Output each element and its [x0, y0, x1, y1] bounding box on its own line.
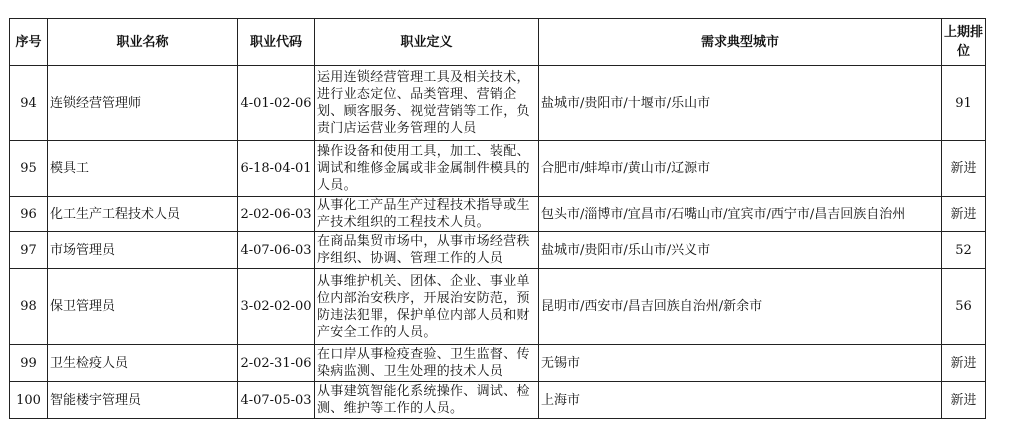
- table-row: [10, 269, 986, 345]
- cell-seq: 99: [10, 345, 48, 382]
- header-seq: 序号: [10, 19, 48, 66]
- header-prev-rank: 上期排位: [942, 19, 986, 66]
- cell-code: 4-01-02-06: [238, 66, 315, 141]
- table-row: [10, 345, 986, 382]
- cell-prev-rank: 新进: [942, 345, 986, 382]
- cell-code: 3-02-02-00: [238, 269, 315, 345]
- cell-prev-rank: 新进: [942, 141, 986, 197]
- cell-definition: 从事维护机关、团体、企业、事业单位内部治安秩序，开展治安防范，预防违法犯罪，保护单位内部人员和财产安全工作的人员。: [315, 269, 539, 345]
- cell-name: 市场管理员: [48, 232, 238, 269]
- cell-definition: 操作设备和使用工具，加工、装配、调试和维修金属或非金属制件模具的人员。: [315, 141, 539, 197]
- cell-seq: 100: [10, 382, 48, 419]
- cell-cities: 盐城市/贵阳市/十堰市/乐山市: [539, 66, 942, 141]
- cell-seq: 95: [10, 141, 48, 197]
- cell-name: 连锁经营管理师: [48, 66, 238, 141]
- cell-code: 4-07-05-03: [238, 382, 315, 419]
- table-row: [10, 232, 986, 269]
- cell-code: 6-18-04-01: [238, 141, 315, 197]
- cell-name: 保卫管理员: [48, 269, 238, 345]
- cell-cities: 上海市: [539, 382, 942, 419]
- cell-definition: 从事化工产品生产过程技术指导或生产技术组织的工程技术人员。: [315, 197, 539, 232]
- cell-seq: 96: [10, 197, 48, 232]
- cell-seq: 97: [10, 232, 48, 269]
- cell-seq: 98: [10, 269, 48, 345]
- table-row: [10, 382, 986, 419]
- cell-name: 化工生产工程技术人员: [48, 197, 238, 232]
- cell-cities: 盐城市/贵阳市/乐山市/兴义市: [539, 232, 942, 269]
- cell-cities: 包头市/淄博市/宜昌市/石嘴山市/宜宾市/西宁市/昌吉回族自治州: [539, 197, 942, 232]
- table-row: [10, 141, 986, 197]
- header-definition: 职业定义: [315, 19, 539, 66]
- cell-name: 智能楼宇管理员: [48, 382, 238, 419]
- cell-name: 模具工: [48, 141, 238, 197]
- cell-prev-rank: 56: [942, 269, 986, 345]
- occupation-table: [9, 18, 986, 419]
- cell-definition: 从事建筑智能化系统操作、调试、检测、维护等工作的人员。: [315, 382, 539, 419]
- cell-code: 2-02-06-03: [238, 197, 315, 232]
- table-header-row: [10, 19, 986, 66]
- cell-cities: 无锡市: [539, 345, 942, 382]
- cell-code: 2-02-31-06: [238, 345, 315, 382]
- cell-cities: 昆明市/西安市/昌吉回族自治州/新余市: [539, 269, 942, 345]
- cell-name: 卫生检疫人员: [48, 345, 238, 382]
- cell-definition: 在口岸从事检疫查验、卫生监督、传染病监测、卫生处理的技术人员: [315, 345, 539, 382]
- header-cities: 需求典型城市: [539, 19, 942, 66]
- cell-code: 4-07-06-03: [238, 232, 315, 269]
- cell-definition: 运用连锁经营管理工具及相关技术，进行业态定位、品类管理、营销企划、顾客服务、视觉营销等工作，负责门店运营业务管理的人员: [315, 66, 539, 141]
- table-row: [10, 197, 986, 232]
- table-row: [10, 66, 986, 141]
- cell-seq: 94: [10, 66, 48, 141]
- cell-prev-rank: 新进: [942, 382, 986, 419]
- cell-prev-rank: 52: [942, 232, 986, 269]
- cell-definition: 在商品集贸市场中，从事市场经营秩序组织、协调、管理工作的人员: [315, 232, 539, 269]
- header-code: 职业代码: [238, 19, 315, 66]
- cell-prev-rank: 91: [942, 66, 986, 141]
- header-name: 职业名称: [48, 19, 238, 66]
- cell-prev-rank: 新进: [942, 197, 986, 232]
- cell-cities: 合肥市/蚌埠市/黄山市/辽源市: [539, 141, 942, 197]
